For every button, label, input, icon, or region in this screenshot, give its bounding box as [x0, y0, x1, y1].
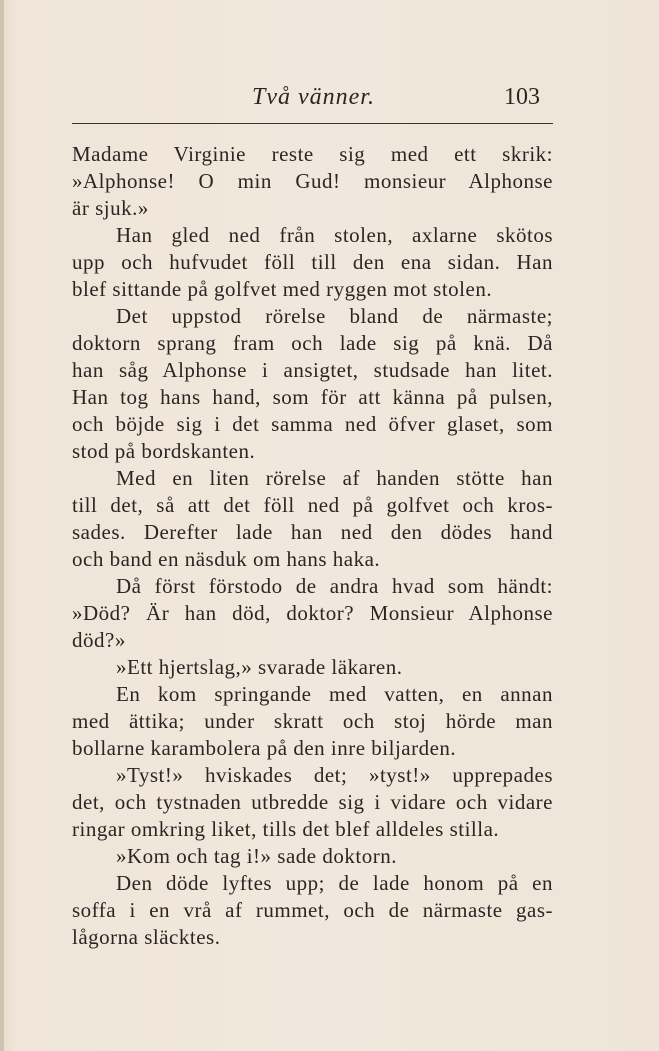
text-line: lågorna släcktes. — [72, 925, 221, 949]
text-line: En kom springande med vatten, en annan — [116, 682, 553, 706]
running-title: Två vänner. — [252, 84, 375, 110]
text-line: Han gled ned från stolen, axlarne skötos — [116, 223, 553, 247]
running-header — [72, 84, 552, 120]
text-line: död?» — [72, 628, 126, 652]
page-number: 103 — [504, 84, 540, 110]
text-line: ringar omkring liket, tills det blef alldeles stilla. — [72, 817, 500, 841]
text-line: stod på bordskanten. — [72, 439, 256, 463]
body-text — [72, 141, 553, 951]
text-line: Han tog hans hand, som för att känna på pulsen, — [72, 385, 553, 409]
text-line: han såg Alphonse i ansigtet, studsade han litet. — [72, 358, 553, 382]
text-line: till det, så att det föll ned på golfvet och kros- — [72, 493, 553, 517]
text-line: och böjde sig i det samma ned öfver glaset, som — [72, 412, 553, 436]
header-rule — [72, 123, 553, 124]
text-line: Madame Virginie reste sig med ett skrik: — [72, 142, 553, 166]
text-line: bollarne karambolera på den inre biljarden. — [72, 736, 457, 760]
text-line: är sjuk.» — [72, 196, 149, 220]
text-line: sades. Derefter lade han ned den dödes hand — [72, 520, 553, 544]
text-line: doktorn sprang fram och lade sig på knä. Då — [72, 331, 553, 355]
text-line: upp och hufvudet föll till den ena sidan. Han — [72, 250, 553, 274]
text-line: »Ett hjertslag,» svarade läkaren. — [116, 655, 403, 679]
text-line: Den döde lyftes upp; de lade honom på en — [116, 871, 553, 895]
text-line: »Död? Är han död, doktor? Monsieur Alphonse — [72, 601, 553, 625]
text-line: Det uppstod rörelse bland de närmaste; — [116, 304, 553, 328]
text-line: Med en liten rörelse af handen stötte han — [116, 466, 553, 490]
text-line: »Tyst!» hviskades det; »tyst!» upprepades — [116, 763, 553, 787]
text-line: »Alphonse! O min Gud! monsieur Alphonse — [72, 169, 553, 193]
page-binding-edge — [0, 0, 4, 1051]
text-line: soffa i en vrå af rummet, och de närmaste gas- — [72, 898, 553, 922]
text-line: med ättika; under skratt och stoj hörde man — [72, 709, 553, 733]
text-line: »Kom och tag i!» sade doktorn. — [116, 844, 397, 868]
text-line: Då först förstodo de andra hvad som händt: — [116, 574, 553, 598]
text-line: blef sittande på golfvet med ryggen mot stolen. — [72, 277, 493, 301]
text-line: och band en näsduk om hans haka. — [72, 547, 381, 571]
text-line: det, och tystnaden utbredde sig i vidare och vidare — [72, 790, 553, 814]
